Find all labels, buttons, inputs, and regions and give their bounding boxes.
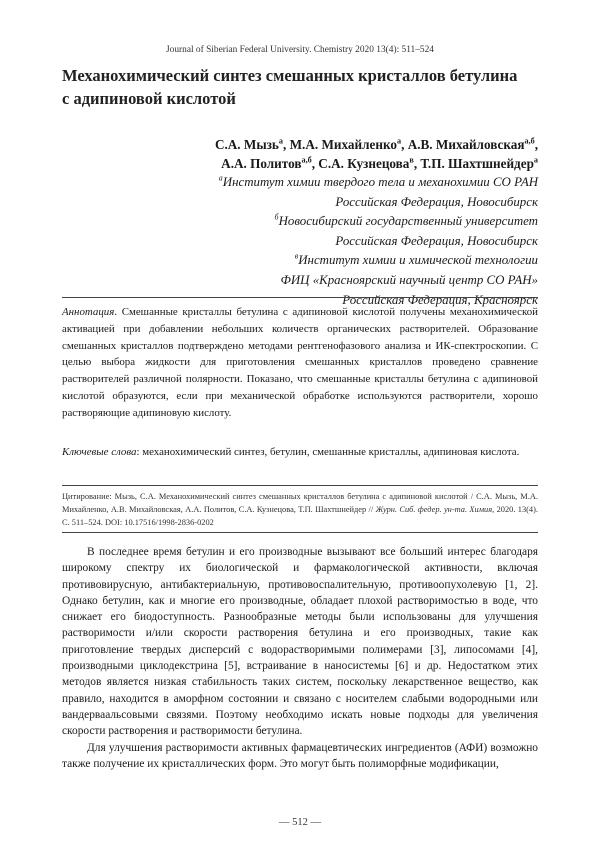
keywords-text: : механохимический синтез, бетулин, смешанные кристаллы, адипиновая кислота. xyxy=(136,446,520,458)
author-name: А.В. Михайловская xyxy=(407,137,525,152)
affiliation-text: Институт химии и химической технологии xyxy=(298,253,538,268)
author-line-2 xyxy=(62,154,538,173)
abstract-top-divider xyxy=(62,297,538,298)
affiliation-text: Институт химии твердого тела и механохимии СО РАН xyxy=(222,175,538,189)
affiliation-mark: в xyxy=(294,252,299,262)
affiliation-list xyxy=(62,173,538,310)
article-title xyxy=(62,64,538,110)
affiliation-a-location: Российская Федерация, Новосибирск xyxy=(335,194,538,209)
author-name: С.А. Мызь xyxy=(214,137,279,152)
keywords xyxy=(62,444,538,461)
author-name: Т.П. Шахтшнейдер xyxy=(420,156,534,171)
author-name: С.А. Кузнецова xyxy=(318,156,410,171)
author-affiliation-mark: а xyxy=(533,155,538,165)
affiliation-c xyxy=(62,251,538,271)
article-page xyxy=(62,0,538,852)
author-list xyxy=(62,135,538,173)
citation-tail: , 2020. 13(4). С. 511–524. DOI: 10.17516/1998-2836-0202 xyxy=(62,505,538,528)
affiliation-a xyxy=(62,173,538,193)
author-affiliation-mark: а xyxy=(278,136,284,146)
author-name: А.А. Политов xyxy=(221,156,302,171)
keywords-label: Ключевые слова xyxy=(62,446,137,458)
affiliation-mark: б xyxy=(274,212,279,222)
title-line-1: Механохимический синтез смешанных кристаллов бетулина xyxy=(62,66,518,85)
author-name: М.А. Михайленко xyxy=(289,137,397,152)
citation-top-divider xyxy=(62,485,538,486)
affiliation-text: Новосибирский государственный университет xyxy=(278,214,538,229)
author-separator: , xyxy=(401,137,408,152)
author-separator: , xyxy=(283,137,290,152)
journal-header: Journal of Siberian Federal University. Chemistry 2020 13(4): 511–524 xyxy=(165,45,434,55)
affiliation-c-center: ФИЦ «Красноярский научный центр СО РАН» xyxy=(280,272,538,287)
citation-bottom-divider xyxy=(62,532,538,533)
page-number: — 512 — xyxy=(279,817,321,828)
author-affiliation-mark: а xyxy=(397,136,402,146)
author-separator: , xyxy=(311,156,319,171)
citation-text: Цитирование: Мызь, С.А. Механохимический синтез смешанных кристаллов бетулина с адипиновой кислотой / С.А. Мызь, М.А. Михайленко, А.В. Михайловская, А.А. Политов, С.А. Кузнецова, Т.П. Шахтшнейдер // xyxy=(62,492,538,515)
author-affiliation-mark: а,б xyxy=(301,155,312,165)
author-line-1 xyxy=(62,135,538,154)
article-body xyxy=(62,544,538,772)
author-affiliation-mark: а,б xyxy=(524,136,535,146)
body-paragraph-2: Для улучшения растворимости активных фармацевтических ингредиентов (АФИ) возможно также получение их кристаллических форм. Это могут быть полиморфные модификации, xyxy=(62,741,538,770)
abstract xyxy=(62,304,538,422)
citation-journal: Журн. Сиб. федер. ун-та. Химия xyxy=(375,505,493,515)
affiliation-b xyxy=(62,212,538,232)
abstract-label: Аннотация xyxy=(62,306,115,318)
citation xyxy=(62,490,538,530)
abstract-text: . Смешанные кристаллы бетулина с адипиновой кислотой получены механохимической активацией при добавлении небольших количеств органических растворителей. Образование смешанных кристаллов подтверждено методами рентгенофазового анализа и ИК-спектроскопии. С целью выбора жидкости для приготовления смешанных кристаллов проведено сравнение растворителей различной полярности. Показано, что смешанные кристаллы бетулина с адипиновой кислотой образуются, если при механической обработке используются растворители, хорошо растворяющие адипиновую кислоту. xyxy=(62,306,538,419)
affiliation-b-location: Российская Федерация, Новосибирск xyxy=(335,233,538,248)
author-separator: , xyxy=(534,137,538,152)
author-affiliation-mark: в xyxy=(409,155,414,165)
affiliation-c-location: Российская Федерация, Красноярск xyxy=(342,292,538,307)
body-paragraph-1: В последнее время бетулин и его производные вызывают все больший интерес благодаря широкому спектру их биологической и фармакологической активности, включая противовирусную, антибактериальную, противовоспалительную, противоопухолевую [1, 2]. Однако бетулин, как и многие его производные, обладает плохой растворимостью в воде, что снижает его биодоступность. Разнообразные методы были использованы для улучшения растворимости и/или скорости растворения бетулина и его производных, такие как приготовление твердых дисперсий с водорастворимыми полимерами [3], липосомами [4], производными циклодекстрина [5], встраивание в наносистемы [6] и др. Недостатком этих методов является низкая стабильность таких систем, поскольку лекарственное вещество, как правило, находится в аморфном состоянии и связано с носителем слабыми водородными или вандерваальсовыми связями. Поэтому необходимо искать новые подходы для увеличения скорости растворения и растворимости бетулина. xyxy=(62,546,538,738)
affiliation-mark: а xyxy=(218,173,223,183)
title-line-2: с адипиновой кислотой xyxy=(62,89,236,108)
author-separator: , xyxy=(413,156,421,171)
